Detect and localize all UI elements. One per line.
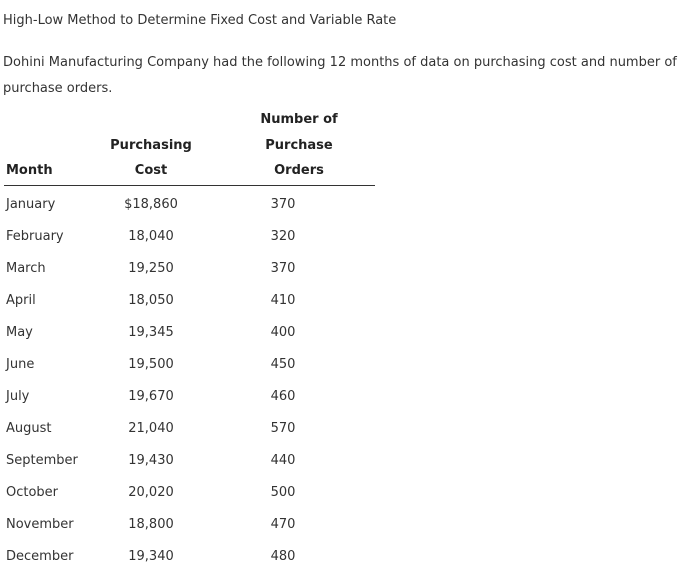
header-orders-line-1: Number of [260,112,338,127]
header-orders-line-2: Purchase [265,138,333,153]
cell-month: October [6,485,59,500]
table-row [0,453,380,473]
cell-cost: 21,040 [128,421,174,436]
cell-month: April [6,293,36,308]
table-row [0,229,380,249]
table-row [0,517,380,537]
header-month: Month [6,163,53,178]
cell-cost: 19,345 [128,325,174,340]
cell-cost: 19,250 [128,261,174,276]
header-orders-line-3: Orders [274,163,324,178]
table-row [0,549,380,569]
cell-orders: 450 [270,357,296,372]
cell-cost: 19,340 [128,549,174,564]
cell-orders: 370 [270,197,296,212]
cell-month: December [6,549,74,564]
table-row [0,325,380,345]
cell-orders: 320 [270,229,296,244]
table-row [0,485,380,505]
cell-month: July [6,389,30,404]
cell-cost: 19,670 [128,389,174,404]
cell-month: August [6,421,52,436]
cell-orders: 400 [270,325,296,340]
cell-month: May [6,325,33,340]
cell-cost: 20,020 [128,485,174,500]
cell-cost: 18,800 [128,517,174,532]
cell-orders: 440 [270,453,296,468]
cell-orders: 370 [270,261,296,276]
header-cost-line-1: Purchasing [110,138,192,153]
page-title: High-Low Method to Determine Fixed Cost and Variable Rate [3,13,397,28]
cell-cost: 18,040 [128,229,174,244]
intro-paragraph: Dohini Manufacturing Company had the following 12 months of data on purchasing cost and number of purchase orders. [3,55,677,96]
cell-month: June [6,357,35,372]
cell-month: January [6,197,56,212]
cell-cost: 19,430 [128,453,174,468]
table-row [0,261,380,281]
cell-orders: 410 [270,293,296,308]
table-row [0,357,380,377]
cell-cost: 19,500 [128,357,174,372]
table-row [0,197,380,217]
header-cost-line-2: Cost [134,163,168,178]
cell-orders: 570 [270,421,296,436]
cell-orders: 500 [270,485,296,500]
table-row [0,293,380,313]
header-divider [4,185,375,186]
table-row [0,389,380,409]
cell-month: February [6,229,64,244]
cell-cost: $18,860 [124,197,178,212]
cell-orders: 480 [270,549,296,564]
cell-month: March [6,261,46,276]
cell-month: November [6,517,74,532]
cell-orders: 470 [270,517,296,532]
table-row [0,421,380,441]
cell-orders: 460 [270,389,296,404]
cell-cost: 18,050 [128,293,174,308]
cell-month: September [6,453,78,468]
